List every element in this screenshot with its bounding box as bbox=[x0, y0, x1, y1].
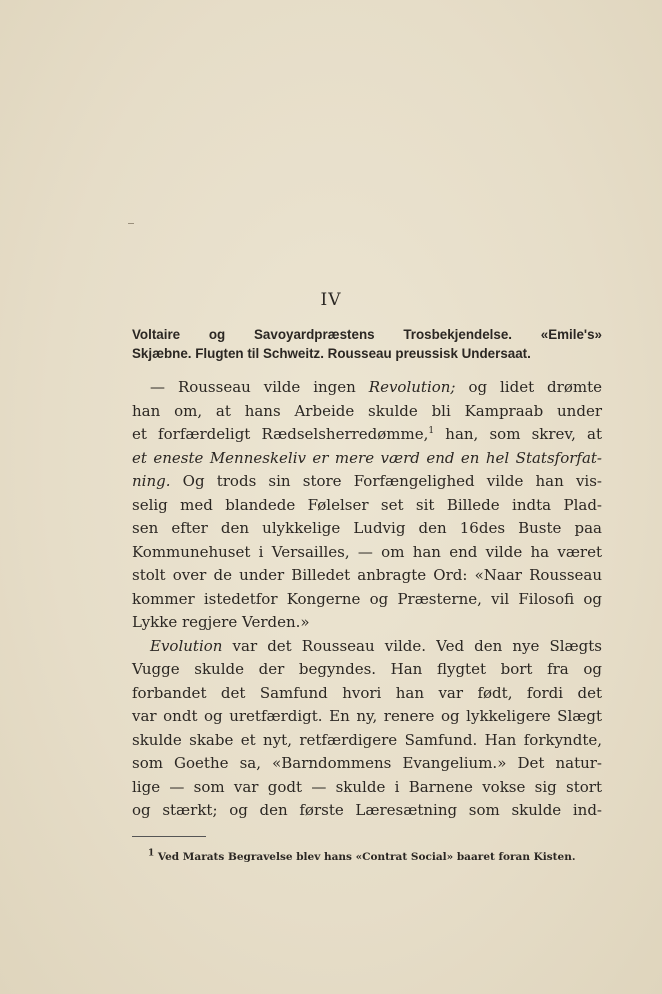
text-line: han om, at hans Arbeide skulde bli Kampraab under bbox=[132, 401, 602, 420]
text-line: skulde skabe et nyt, retfærdigere Samfund. Han forkyndte, bbox=[132, 730, 602, 749]
chapter-summary-line-1: Voltaire og Savoyardpræstens Trosbekjendelse. «Emile's» bbox=[132, 327, 602, 342]
text-line: Vugge skulde der begyndes. Han flygtet bort fra og bbox=[132, 660, 602, 678]
text-line: forbandet det Samfund hvori han var født, fordi det bbox=[132, 683, 602, 702]
page-blemish bbox=[128, 223, 134, 224]
text-line: selig med blandede Følelser set sit Billede indta Plad- bbox=[132, 495, 602, 514]
chapter-number: IV bbox=[320, 290, 342, 310]
text-line: og stærkt; og den første Læresætning som skulde ind- bbox=[132, 801, 602, 819]
footnote-marker: 1 bbox=[148, 848, 155, 859]
footnote-text: Ved Marats Begravelse blev hans «Contrat Social» baaret foran Kisten. bbox=[154, 851, 576, 863]
text-line: sen efter den ulykkelige Ludvig den 16des Buste paa bbox=[132, 519, 602, 537]
text-line: lige — som var godt — skulde i Barnene vokse sig stort bbox=[132, 777, 602, 796]
chapter-summary-line-2: Skjæbne. Flugten til Schweitz. Rousseau preussisk Undersaat. bbox=[132, 346, 531, 361]
text-line: var ondt og uretfærdigt. En ny, renere og lykkeligere Slægt bbox=[132, 707, 602, 725]
emphasis-evolution: Evolution bbox=[150, 636, 223, 655]
emphasis-revolution: Revolution; bbox=[368, 378, 456, 396]
footnote bbox=[148, 848, 588, 863]
footnote-reference: 1 bbox=[428, 426, 435, 436]
text-line: Kommunehuset i Versailles, — om han end vilde ha været bbox=[132, 542, 602, 561]
text-line: et forfærdeligt Rædselsherredømme,$^1$ han, som skrev, at bbox=[132, 425, 603, 443]
body-text bbox=[132, 376, 602, 823]
footnote-divider bbox=[132, 836, 206, 837]
text-line: stolt over de under Billedet anbragte Ord: «Naar Rousseau bbox=[132, 566, 602, 584]
text-line: ning. Og trods sin store Forfængelighed vilde han vis- bbox=[132, 472, 602, 490]
text-line-italic: et eneste Menneskeliv er mere værd end en hel Statsforfat- bbox=[132, 448, 602, 467]
text-line: Lykke regjere Verden.» bbox=[132, 613, 310, 631]
text-line: kommer istedetfor Kongerne og Præsterne, vil Filosofi og bbox=[132, 589, 602, 608]
text-line: — Rousseau vilde ingen Revolution; og lidet drømte bbox=[150, 378, 602, 396]
text-line: som Goethe sa, «Barndommens Evangelium.» Det natur- bbox=[132, 754, 602, 772]
text-line: Evolution var det Rousseau vilde. Ved den nye Slægts bbox=[150, 636, 602, 655]
